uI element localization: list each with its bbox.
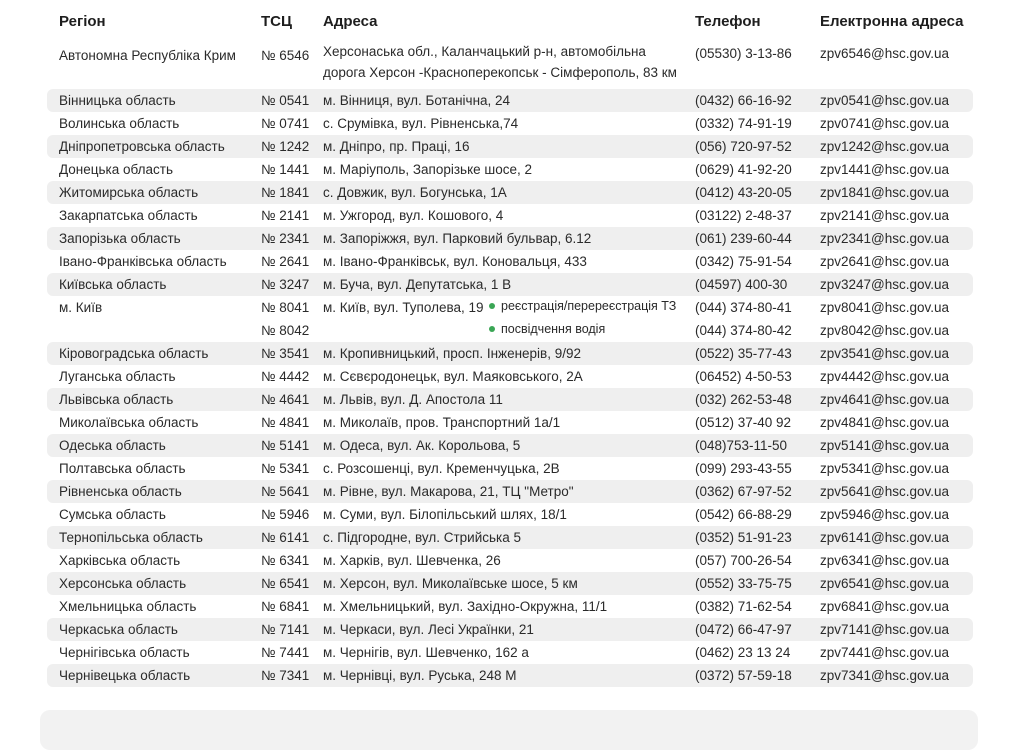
address-cell: м. Черкаси, вул. Лесі Українки, 21 [323,622,534,637]
address-cell: м. Харків, вул. Шевченка, 26 [323,553,501,568]
table-row-kyiv-2 [47,319,973,342]
address-cell-line1: Херсонаська обл., Каланчацький р-н, автомобільна [323,44,646,59]
tsc-cell: № 5641 [261,484,310,499]
phone-cell: (048)753-11-50 [695,438,788,453]
phone-cell: (061) 239-60-44 [695,231,792,246]
address-cell: м. Суми, вул. Білопільський шлях, 18/1 [323,507,567,522]
phone-cell: (0332) 74-91-19 [695,116,792,131]
region-cell: Черкаська область [59,622,178,637]
table-row [47,250,973,273]
region-cell: Рівненська область [59,484,182,499]
region-cell: м. Київ [59,300,103,315]
email-cell[interactable] [820,231,949,246]
email-link[interactable]: zpv2641@hsc.gov.ua [820,254,950,269]
tsc-cell: № 6546 [261,48,310,63]
email-link[interactable]: zpv4841@hsc.gov.ua [820,415,950,430]
email-cell[interactable] [820,162,949,177]
phone-cell: (099) 293-43-55 [695,461,792,476]
email-cell[interactable] [820,346,949,361]
tsc-cell: № 0541 [261,93,310,108]
region-cell: Полтавська область [59,461,186,476]
tsc-cell: № 2141 [261,208,310,223]
email-cell[interactable] [820,461,949,476]
email-link[interactable]: zpv7141@hsc.gov.ua [820,622,950,637]
phone-cell: (06452) 4-50-53 [695,369,792,384]
email-link[interactable]: zpv3247@hsc.gov.ua [820,277,950,292]
tsc-cell: № 8042 [261,323,310,338]
address-cell: м. Маріуполь, Запорізьке шосе, 2 [323,162,533,177]
region-cell: Івано-Франківська область [59,254,227,269]
table-row [47,549,973,572]
tsc-cell: № 7341 [261,668,310,683]
email-cell[interactable] [820,277,949,292]
region-cell: Волинська область [59,116,180,131]
phone-cell: (044) 374-80-42 [695,323,792,338]
header-address: Адреса [323,13,378,30]
phone-cell: (0372) 57-59-18 [695,668,792,683]
address-cell: с. Срумівка, вул. Рівненська,74 [323,116,519,131]
tsc-cell: № 1441 [261,162,310,177]
phone-cell: (0629) 41-92-20 [695,162,792,177]
tsc-cell: № 5341 [261,461,310,476]
phone-cell: (0552) 33-75-75 [695,576,792,591]
note-text: реєстрація/перереєстрація ТЗ [501,299,677,313]
address-cell: м. Сєвєродонецьк, вул. Маяковського, 2А [323,369,583,384]
region-cell: Херсонська область [59,576,187,591]
email-link[interactable]: zpv6341@hsc.gov.ua [820,553,950,568]
email-cell[interactable] [820,369,949,384]
region-cell: Чернігівська область [59,645,190,660]
region-cell: Донецька область [59,162,173,177]
email-link[interactable]: zpv1242@hsc.gov.ua [820,139,950,154]
email-link[interactable]: zpv0741@hsc.gov.ua [820,116,950,131]
region-cell: Харківська область [59,553,181,568]
address-cell: с. Довжик, вул. Богунська, 1А [323,185,507,200]
email-cell[interactable] [820,392,949,407]
address-cell: м. Вінниця, вул. Ботанічна, 24 [323,93,511,108]
email-cell[interactable] [820,553,949,568]
address-cell: м. Рівне, вул. Макарова, 21, ТЦ "Метро" [323,484,574,499]
email-link[interactable]: zpv6541@hsc.gov.ua [820,576,950,591]
phone-cell: (0462) 23 13 24 [695,645,791,660]
email-link[interactable]: zpv1441@hsc.gov.ua [820,162,950,177]
address-cell: м. Кропивницький, просп. Інженерів, 9/92 [323,346,581,361]
email-link[interactable]: zpv6546@hsc.gov.ua [820,46,950,61]
table-row [47,204,973,227]
phone-cell: (05530) 3-13-86 [695,46,792,61]
address-cell: м. Одеса, вул. Ак. Корольова, 5 [323,438,521,453]
region-cell: Дніпропетровська область [59,139,225,154]
email-cell[interactable] [820,93,949,108]
tsc-cell: № 7441 [261,645,310,660]
phone-cell: (03122) 2-48-37 [695,208,792,223]
table-row [47,365,973,388]
table-row [47,457,973,480]
table-row [47,618,973,641]
email-cell[interactable] [820,507,949,522]
table-row [47,388,973,411]
table-row [47,480,973,503]
tsc-cell: № 3247 [261,277,310,292]
tsc-cell: № 1242 [261,139,310,154]
email-link[interactable]: zpv4442@hsc.gov.ua [820,369,950,384]
region-cell: Чернівецька область [59,668,191,683]
address-cell-line2: дорога Херсон -Красноперекопськ - Сімферополь, 83 км [323,65,677,80]
region-cell: Київська область [59,277,167,292]
email-cell[interactable] [820,185,949,200]
table-row [47,641,973,664]
region-cell: Миколаївська область [59,415,199,430]
address-cell: м. Чернігів, вул. Шевченко, 162 а [323,645,529,660]
table-row [47,342,973,365]
region-cell: Автономна Республіка Крим [59,48,236,63]
header-region: Регіон [59,13,106,30]
email-link[interactable]: zpv8041@hsc.gov.ua [820,300,950,315]
phone-cell: (0522) 35-77-43 [695,346,792,361]
email-link[interactable]: zpv4641@hsc.gov.ua [820,392,950,407]
address-cell: м. Миколаїв, пров. Транспортний 1а/1 [323,415,561,430]
address-cell: м. Буча, вул. Депутатська, 1 В [323,277,512,292]
region-cell: Одеська область [59,438,166,453]
email-cell[interactable] [820,438,949,453]
phone-cell: (032) 262-53-48 [695,392,792,407]
bottom-panel [40,710,978,750]
tsc-cell: № 8041 [261,300,310,315]
tsc-cell: № 6341 [261,553,310,568]
region-cell: Запорізька область [59,231,181,246]
tsc-cell: № 6141 [261,530,310,545]
region-cell: Вінницька область [59,93,176,108]
tsc-cell: № 6841 [261,599,310,614]
phone-cell: (057) 700-26-54 [695,553,792,568]
address-cell: м. Львів, вул. Д. Апостола 11 [323,392,503,407]
region-cell: Закарпатська область [59,208,198,223]
region-cell: Хмельницька область [59,599,197,614]
email-cell[interactable] [820,599,949,614]
table-row [47,595,973,618]
region-cell: Житомирська область [59,185,199,200]
table-row-kyiv-1 [47,296,973,319]
table-row-crimea [47,42,973,86]
email-cell[interactable] [820,645,949,660]
phone-cell: (0512) 37-40 92 [695,415,792,430]
address-cell: м. Київ, вул. Туполева, 19 [323,300,484,315]
email-link[interactable]: zpv5141@hsc.gov.ua [820,438,950,453]
phone-cell: (056) 720-97-52 [695,139,792,154]
email-link[interactable]: zpv5341@hsc.gov.ua [820,461,950,476]
bullet-dot-icon [489,326,495,332]
region-cell: Луганська область [59,369,176,384]
service-note-registration [489,299,676,313]
phone-cell: (0432) 66-16-92 [695,93,792,108]
address-cell: м. Херсон, вул. Миколаївське шосе, 5 км [323,576,578,591]
table-row [47,572,973,595]
email-link[interactable]: zpv6841@hsc.gov.ua [820,599,950,614]
email-link[interactable]: zpv7341@hsc.gov.ua [820,668,950,683]
email-cell[interactable] [820,139,949,154]
header-tsc: ТСЦ [261,13,292,30]
region-cell: Тернопільська область [59,530,203,545]
email-link[interactable]: zpv3541@hsc.gov.ua [820,346,950,361]
address-cell: м. Запоріжжя, вул. Парковий бульвар, 6.12 [323,231,592,246]
table-row [47,664,973,687]
region-cell: Кіровоградська область [59,346,209,361]
tsc-cell: № 5946 [261,507,310,522]
email-cell[interactable] [820,530,949,545]
address-cell: м. Хмельницький, вул. Західно-Окружна, 11/1 [323,599,608,614]
email-cell[interactable] [820,576,949,591]
header-phone: Телефон [695,13,761,30]
tsc-cell: № 4442 [261,369,310,384]
email-link[interactable]: zpv5641@hsc.gov.ua [820,484,950,499]
address-cell: м. Дніпро, пр. Праці, 16 [323,139,470,154]
email-link[interactable]: zpv7441@hsc.gov.ua [820,645,950,660]
email-cell[interactable] [820,323,949,338]
email-link[interactable]: zpv0541@hsc.gov.ua [820,93,950,108]
address-cell: м. Ужгород, вул. Кошового, 4 [323,208,504,223]
email-link[interactable]: zpv1841@hsc.gov.ua [820,185,950,200]
email-cell[interactable] [820,254,949,269]
email-cell[interactable] [820,46,949,61]
tsc-cell: № 2641 [261,254,310,269]
tsc-cell: № 3541 [261,346,310,361]
email-cell[interactable] [820,300,949,315]
table-row [47,89,973,112]
address-cell: м. Івано-Франківськ, вул. Коновальця, 433 [323,254,587,269]
address-cell: с. Підгородне, вул. Стрийська 5 [323,530,522,545]
phone-cell: (044) 374-80-41 [695,300,792,315]
region-cell: Львівська область [59,392,174,407]
table-row [47,273,973,296]
table-row [47,112,973,135]
email-cell[interactable] [820,415,949,430]
address-cell: с. Розсошенці, вул. Кременчуцька, 2В [323,461,560,476]
table-row [47,411,973,434]
email-link[interactable]: zpv2141@hsc.gov.ua [820,208,950,223]
phone-cell: (0412) 43-20-05 [695,185,792,200]
region-cell: Сумська область [59,507,166,522]
table-row [47,181,973,204]
phone-cell: (0472) 66-47-97 [695,622,792,637]
address-cell: м. Чернівці, вул. Руська, 248 М [323,668,517,683]
tsc-cell: № 4841 [261,415,310,430]
phone-cell: (0542) 66-88-29 [695,507,792,522]
header-email: Електронна адреса [820,13,964,30]
table-row [47,227,973,250]
note-text: посвідчення водія [501,322,606,336]
tsc-cell: № 7141 [261,622,310,637]
email-cell[interactable] [820,668,949,683]
tsc-cell: № 1841 [261,185,310,200]
tsc-cell: № 6541 [261,576,310,591]
phone-cell: (0342) 75-91-54 [695,254,792,269]
tsc-cell: № 4641 [261,392,310,407]
table-row [47,526,973,549]
table-row [47,135,973,158]
table-row [47,434,973,457]
email-cell[interactable] [820,622,949,637]
email-cell[interactable] [820,208,949,223]
service-note-license [489,322,605,336]
email-link[interactable]: zpv6141@hsc.gov.ua [820,530,950,545]
table-row [47,158,973,181]
bullet-dot-icon [489,303,495,309]
email-cell[interactable] [820,484,949,499]
tsc-cell: № 0741 [261,116,310,131]
tsc-cell: № 2341 [261,231,310,246]
phone-cell: (0352) 51-91-23 [695,530,792,545]
email-cell[interactable] [820,116,949,131]
tsc-cell: № 5141 [261,438,310,453]
email-link[interactable]: zpv8042@hsc.gov.ua [820,323,950,338]
email-link[interactable]: zpv5946@hsc.gov.ua [820,507,950,522]
phone-cell: (04597) 400-30 [695,277,788,292]
email-link[interactable]: zpv2341@hsc.gov.ua [820,231,950,246]
phone-cell: (0362) 67-97-52 [695,484,792,499]
phone-cell: (0382) 71-62-54 [695,599,792,614]
table-row [47,503,973,526]
